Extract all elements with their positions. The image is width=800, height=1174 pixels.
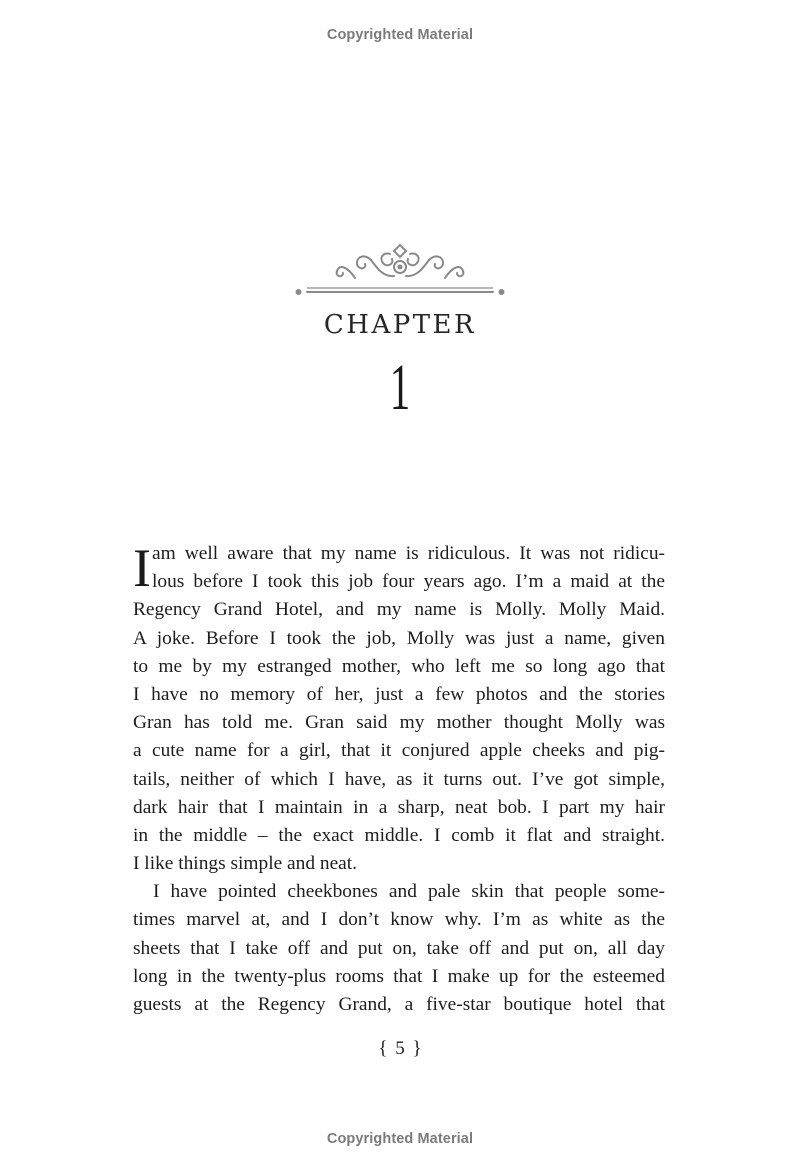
chapter-ornament-icon — [295, 240, 505, 298]
text-line: tails, neither of which I have, as it turns out. I’ve got simple, — [133, 768, 665, 790]
drop-cap: I — [133, 538, 151, 598]
text-line: Gran has told me. Gran said my mother thought Molly was — [133, 712, 665, 734]
copyright-watermark-bottom: Copyrighted Material — [326, 1131, 474, 1147]
text-line: long in the twenty-plus rooms that I make up for the esteemed — [133, 965, 665, 987]
text-line: to me by my estranged mother, who left me so long ago that — [133, 655, 665, 677]
text-line: I have pointed cheekbones and pale skin that people some- — [153, 881, 665, 903]
text-line: am well aware that my name is ridiculous. It was not ridicu- — [152, 543, 665, 564]
text-line: guests at the Regency Grand, a five-star boutique hotel that — [133, 994, 665, 1015]
copyright-watermark-top: Copyrighted Material — [326, 27, 474, 43]
body-text — [133, 540, 665, 1019]
text-line: a cute name for a girl, that it conjured apple cheeks and pig- — [133, 740, 665, 762]
text-line: dark hair that I maintain in a sharp, neat bob. I part my hair — [133, 796, 665, 818]
chapter-heading: CHAPTER — [323, 310, 477, 340]
text-line: I have no memory of her, just a few photos and the stories — [133, 683, 665, 705]
text-line: I like things simple and neat. — [133, 853, 358, 875]
text-line: times marvel at, and I don’t know why. I’m as white as the — [133, 909, 665, 931]
text-line: in the middle – the exact middle. I comb it flat and straight. — [133, 824, 665, 846]
text-line: lous before I took this job four years ago. I’m a maid at the — [152, 571, 665, 593]
text-line: Regency Grand Hotel, and my name is Molly. Molly Maid. — [133, 599, 665, 621]
chapter-number: 1 — [389, 351, 411, 424]
page-number: { 5 } — [378, 1038, 422, 1059]
text-line: A joke. Before I took the job, Molly was just a name, given — [133, 627, 665, 649]
text-line: sheets that I take off and put on, take off and put on, all day — [133, 937, 665, 959]
